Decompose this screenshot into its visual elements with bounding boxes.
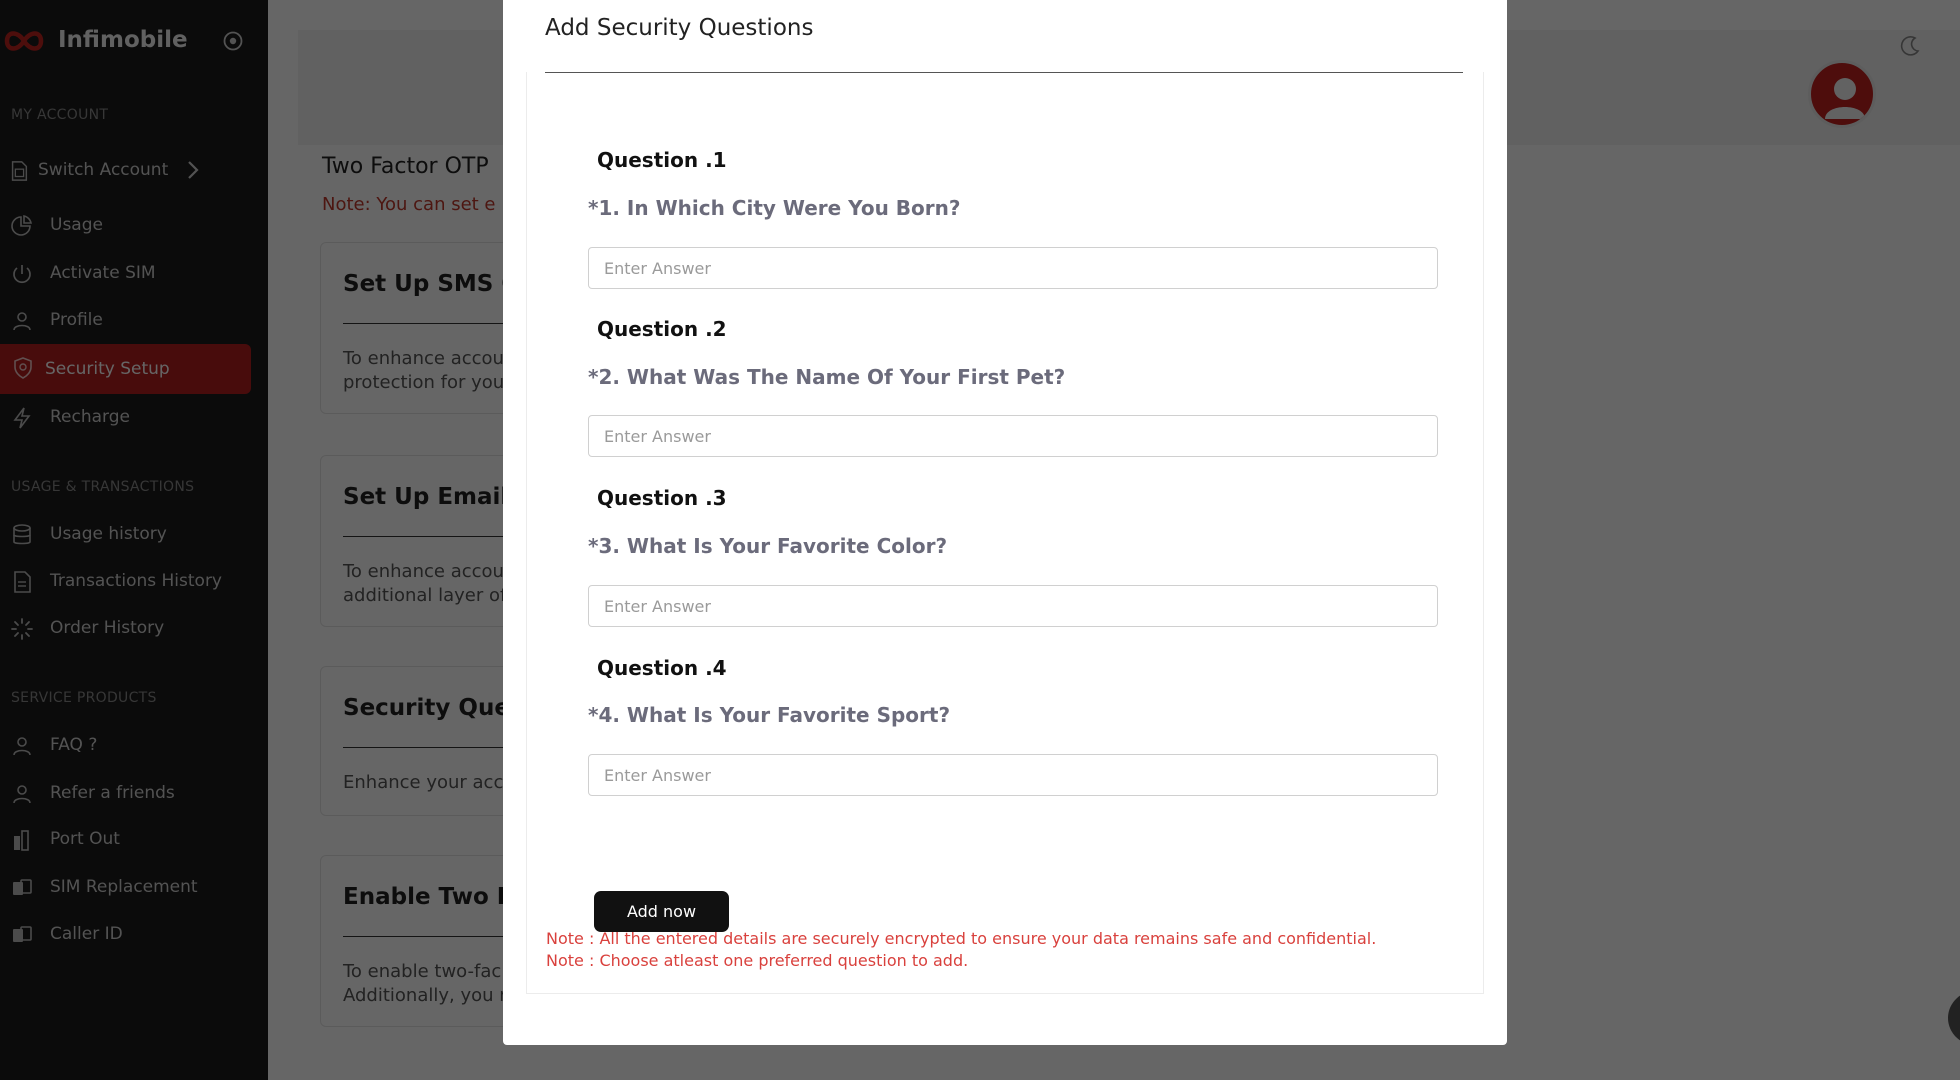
question-3-answer-input[interactable] bbox=[588, 585, 1438, 627]
question-1-answer-input[interactable] bbox=[588, 247, 1438, 289]
question-2-text: *2. What Was The Name Of Your First Pet? bbox=[588, 365, 1066, 389]
question-4-text: *4. What Is Your Favorite Sport? bbox=[588, 703, 951, 727]
modal-title: Add Security Questions bbox=[545, 15, 814, 41]
question-1-heading: Question .1 bbox=[597, 148, 727, 172]
question-2-answer-input[interactable] bbox=[588, 415, 1438, 457]
question-1-text: *1. In Which City Were You Born? bbox=[588, 196, 961, 220]
add-now-button[interactable]: Add now bbox=[594, 891, 729, 932]
question-4-heading: Question .4 bbox=[597, 656, 727, 680]
choose-question-note: Note : Choose atleast one preferred question to add. bbox=[546, 951, 969, 970]
question-2-heading: Question .2 bbox=[597, 317, 727, 341]
modal-body bbox=[526, 72, 1484, 994]
encryption-note: Note : All the entered details are securely encrypted to ensure your data remains safe and confidential. bbox=[546, 929, 1377, 948]
question-4-answer-input[interactable] bbox=[588, 754, 1438, 796]
question-3-text: *3. What Is Your Favorite Color? bbox=[588, 534, 948, 558]
question-3-heading: Question .3 bbox=[597, 486, 727, 510]
add-security-questions-modal bbox=[503, 0, 1507, 1045]
